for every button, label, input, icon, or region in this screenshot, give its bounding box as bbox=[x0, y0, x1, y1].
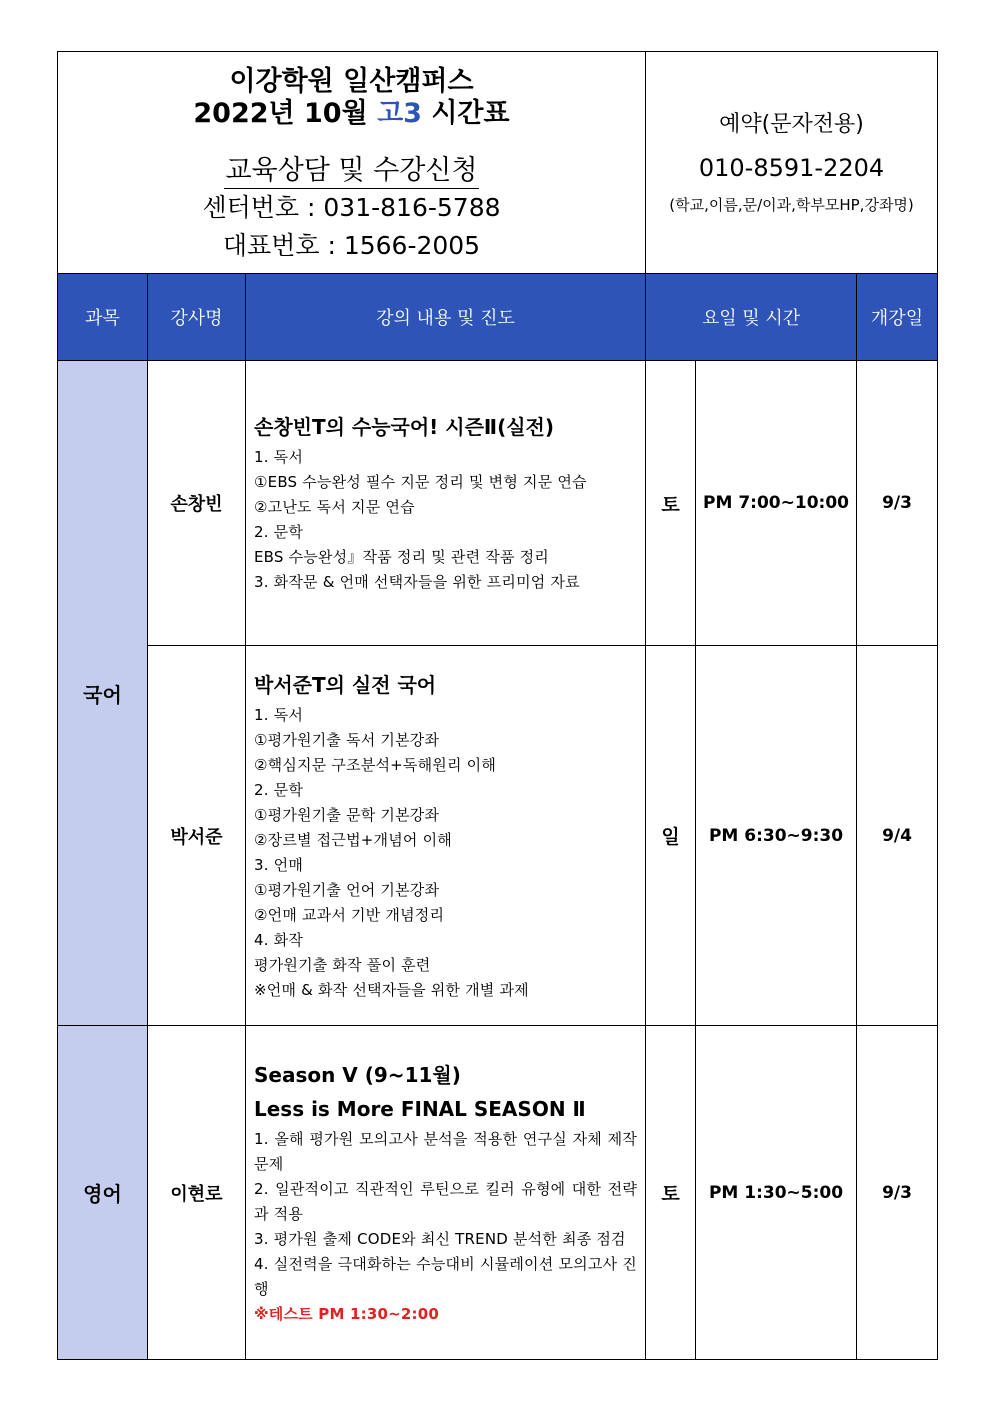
title-block bbox=[58, 52, 646, 274]
content-line: ①평가원기출 언어 기본강좌 bbox=[254, 880, 440, 899]
col-teacher: 강사명 bbox=[148, 274, 246, 361]
content-line: ①평가원기출 독서 기본강좌 bbox=[254, 730, 440, 749]
subject-korean: 국어 bbox=[58, 361, 148, 1026]
lecture-time: PM 7:00~10:00 bbox=[696, 361, 857, 646]
test-note: ※테스트 PM 1:30~2:00 bbox=[254, 1304, 440, 1323]
content-line: 1. 올해 평가원 모의고사 분석을 적용한 연구실 자체 제작 문제 bbox=[254, 1129, 638, 1173]
timetable-frame bbox=[57, 51, 937, 1360]
content-line: ②장르별 접근법+개념어 이해 bbox=[254, 830, 452, 849]
content-line: 4. 실전력을 극대화하는 수능대비 시뮬레이션 모의고사 진행 bbox=[254, 1254, 638, 1298]
content-line: ②핵심지문 구조분석+독해원리 이해 bbox=[254, 755, 497, 774]
teacher-name: 이현로 bbox=[148, 1026, 246, 1360]
lecture-subtitle: Less is More FINAL SEASON Ⅱ bbox=[254, 1096, 586, 1121]
content-line: 1. 독서 bbox=[254, 705, 304, 724]
lecture-time: PM 6:30~9:30 bbox=[696, 646, 857, 1026]
lecture-title: 박서준T의 실전 국어 bbox=[254, 672, 437, 697]
reservation-note: (학교,이름,문/이과,학부모HP,강좌명) bbox=[669, 195, 914, 214]
lecture-content bbox=[246, 361, 646, 646]
table-row bbox=[58, 646, 938, 1026]
column-header-row bbox=[58, 274, 938, 361]
teacher-name: 박서준 bbox=[148, 646, 246, 1026]
col-content: 강의 내용 및 진도 bbox=[246, 274, 646, 361]
lecture-content bbox=[246, 646, 646, 1026]
timetable bbox=[57, 51, 938, 1360]
content-line: ※언매 & 화작 선택자들을 위한 개별 과제 bbox=[254, 980, 529, 999]
teacher-name: 손창빈 bbox=[148, 361, 246, 646]
consult-label: 교육상담 및 수강신청 bbox=[224, 154, 480, 189]
lecture-content bbox=[246, 1026, 646, 1360]
subject-english: 영어 bbox=[58, 1026, 148, 1360]
content-line: 3. 평가원 출제 CODE와 최신 TREND 분석한 최종 점검 bbox=[254, 1229, 626, 1248]
content-line: EBS 수능완성』작품 정리 및 관련 작품 정리 bbox=[254, 548, 549, 566]
content-line: 4. 화작 bbox=[254, 930, 304, 949]
lecture-day: 토 bbox=[646, 361, 696, 646]
content-line: 2. 일관적이고 직관적인 루틴으로 킬러 유형에 대한 전략과 적용 bbox=[254, 1179, 638, 1223]
open-date: 9/4 bbox=[857, 646, 938, 1026]
col-subject: 과목 bbox=[58, 274, 148, 361]
academy-title: 이강학원 일산캠퍼스 bbox=[229, 66, 474, 97]
content-line: 평가원기출 화작 풀이 훈련 bbox=[254, 955, 431, 974]
col-open-date: 개강일 bbox=[857, 274, 938, 361]
lecture-day: 일 bbox=[646, 646, 696, 1026]
open-date: 9/3 bbox=[857, 1026, 938, 1360]
lecture-time: PM 1:30~5:00 bbox=[696, 1026, 857, 1360]
content-line: ②고난도 독서 지문 연습 bbox=[254, 498, 415, 516]
content-line: ②언매 교과서 기반 개념정리 bbox=[254, 905, 445, 924]
schedule-title: 2022년 10월 고3 시간표 bbox=[193, 98, 510, 129]
reservation-block bbox=[646, 52, 938, 274]
grade-label: 고3 bbox=[377, 98, 422, 129]
lecture-title: 손창빈T의 수능국어! 시즌Ⅱ(실전) bbox=[254, 415, 554, 439]
lecture-day: 토 bbox=[646, 1026, 696, 1360]
content-line: 2. 문학 bbox=[254, 523, 304, 541]
content-line: 3. 언매 bbox=[254, 855, 304, 874]
content-line: ①평가원기출 문학 기본강좌 bbox=[254, 805, 440, 824]
table-row bbox=[58, 1026, 938, 1360]
open-date: 9/3 bbox=[857, 361, 938, 646]
content-line: 3. 화작문 & 언매 선택자들을 위한 프리미엄 자료 bbox=[254, 573, 580, 591]
content-line: 1. 독서 bbox=[254, 448, 304, 466]
table-row bbox=[58, 361, 938, 646]
main-phone: 대표번호 : 1566-2005 bbox=[222, 231, 481, 260]
content-line: ①EBS 수능완성 필수 지문 정리 및 변형 지문 연습 bbox=[254, 473, 587, 491]
reservation-phone: 010-8591-2204 bbox=[698, 153, 885, 182]
content-line: 2. 문학 bbox=[254, 780, 304, 799]
reservation-title: 예약(문자전용) bbox=[719, 111, 864, 137]
lecture-title: Season Ⅴ (9~11월) bbox=[254, 1062, 461, 1087]
col-schedule: 요일 및 시간 bbox=[646, 274, 857, 361]
center-phone: 센터번호 : 031-816-5788 bbox=[202, 193, 501, 222]
header-row bbox=[58, 52, 938, 274]
